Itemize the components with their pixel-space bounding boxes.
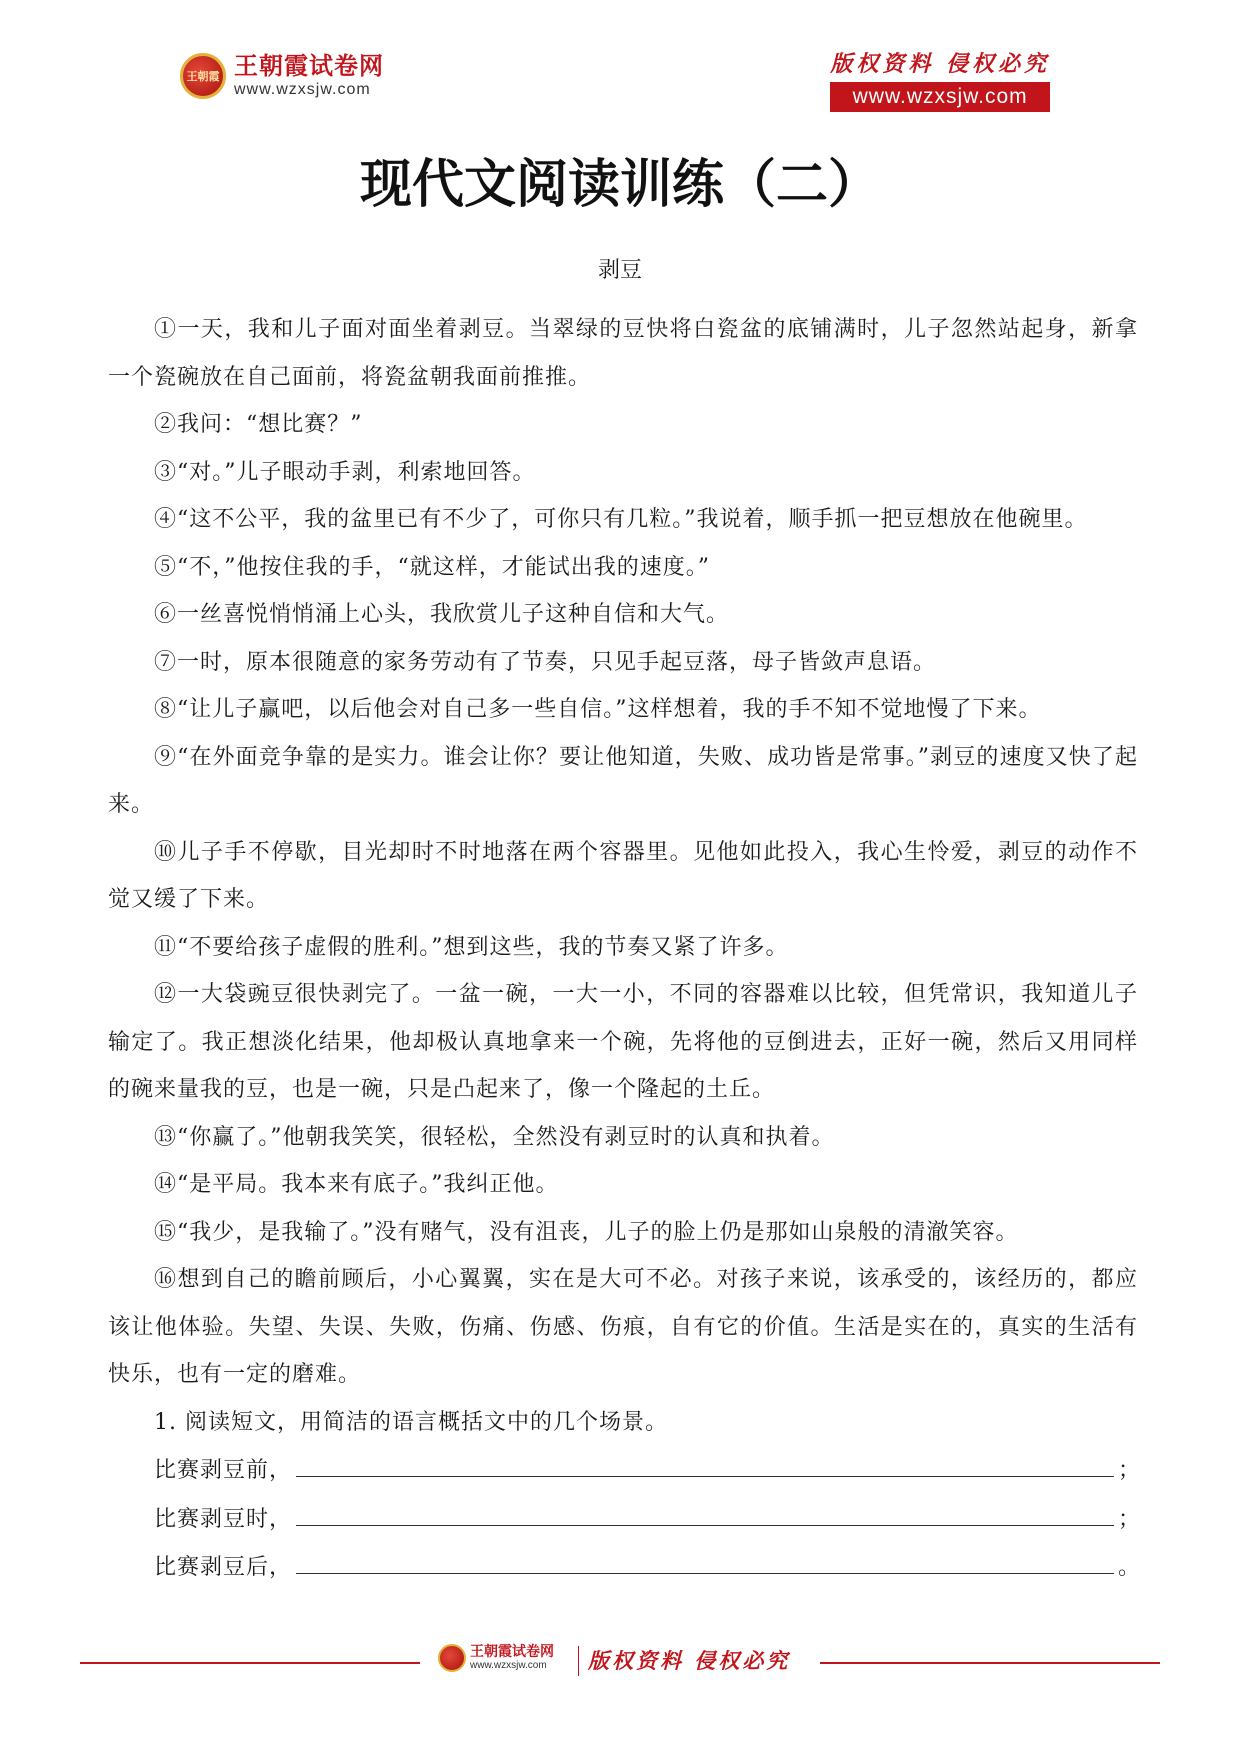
- paragraph: ⑥一丝喜悦悄悄涌上心头，我欣赏儿子这种自信和大气。: [154, 602, 730, 627]
- logo-url: www.wzxsjw.com: [234, 81, 371, 98]
- seal-icon: 王朝霞: [180, 53, 226, 99]
- footer-logo-name: 王朝霞试卷网: [470, 1644, 554, 1660]
- paragraph: ④“这不公平，我的盆里已有不少了，可你只有几粒。”我说着，顺手抓一把豆想放在他碗里。: [154, 507, 1088, 532]
- answer-row: [108, 1495, 1142, 1544]
- page-title: 现代文阅读训练（二）: [359, 155, 880, 215]
- footer-divider: [80, 1662, 420, 1664]
- footer-copyright: 版权资料 侵权必究: [588, 1648, 791, 1673]
- answer-end-punct: ；: [1118, 1506, 1142, 1532]
- answer-end-punct: ；: [1118, 1458, 1142, 1483]
- copyright-url: www.wzxsjw.com: [830, 82, 1050, 112]
- answer-label: 比赛剥豆后，: [154, 1555, 293, 1580]
- paragraph: ⑤“不，”他按住我的手，“就这样，才能试出我的速度。”: [154, 554, 710, 580]
- answer-end-punct: 。: [1118, 1555, 1142, 1580]
- answer-blank[interactable]: [296, 1446, 1114, 1477]
- copyright-notice: [830, 50, 1050, 112]
- paragraph: ⑭“是平局。我本来有底子。”我纠正他。: [154, 1172, 559, 1197]
- answer-label: 比赛剥豆时，: [154, 1506, 293, 1532]
- article-title: 剥豆: [597, 258, 642, 283]
- logo-name: 王朝霞试卷网: [234, 52, 384, 80]
- answer-label: 比赛剥豆前，: [154, 1458, 293, 1483]
- paragraph: ⑬“你赢了。”他朝我笑笑，很轻松，全然没有剥豆时的认真和执着。: [154, 1124, 835, 1150]
- answer-row: [108, 1543, 1142, 1592]
- paragraph: ③“对。”儿子眼动手剥，利索地回答。: [154, 459, 536, 485]
- answer-blank[interactable]: [296, 1543, 1114, 1574]
- paragraph: ⑪“不要给孩子虚假的胜利。”想到这些，我的节奏又紧了许多。: [154, 934, 789, 960]
- question-prompt: 1. 阅读短文，用简洁的语言概括文中的几个场景。: [154, 1409, 668, 1435]
- footer-logo: [438, 1644, 554, 1672]
- page-footer: [0, 1640, 1240, 1680]
- footer-separator: [578, 1646, 579, 1676]
- paragraph: ⑨“在外面竞争靠的是实力。谁会让你？要让他知道，失败、成功皆是常事。”剥豆的速度又快了起来。: [108, 744, 1138, 817]
- paragraph: ⑩儿子手不停歇，目光却时不时地落在两个容器里。见他如此投入，我心生怜爱，剥豆的动作不觉又缓了下来。: [108, 839, 1138, 912]
- footer-divider: [820, 1662, 1160, 1664]
- paragraph: ⑦一时，原本很随意的家务劳动有了节奏，只见手起豆落，母子皆敛声息语。: [154, 649, 937, 675]
- footer-logo-url: www.wzxsjw.com: [470, 1660, 547, 1671]
- article-body: [108, 306, 1142, 1592]
- page-header: [0, 0, 1240, 130]
- answer-row: [108, 1446, 1142, 1495]
- paragraph: ②我问：“想比赛？”: [154, 412, 363, 437]
- paragraph: ⑫一大袋豌豆很快剥完了。一盆一碗，一大一小，不同的容器难以比较，但凭常识，我知道儿子输定了。我正想淡化结果，他却极认真地拿来一个碗，先将他的豆倒进去，正好一碗，然后又用同样的碗来量我的豆，也是一碗，只是凸起来了，像一个隆起的土丘。: [108, 982, 1138, 1102]
- site-logo: [180, 52, 384, 100]
- paragraph: ①一天，我和儿子面对面坐着剥豆。当翠绿的豆快将白瓷盆的底铺满时，儿子忽然站起身，新拿一个瓷碗放在自己面前，将瓷盆朝我面前推推。: [108, 317, 1138, 390]
- paragraph: ⑯想到自己的瞻前顾后，小心翼翼，实在是大可不必。对孩子来说，该承受的，该经历的，都应该让他体验。失望、失误、失败，伤痛、伤感、伤痕，自有它的价值。生活是实在的，真实的生活有快乐，也有一定的磨难。: [108, 1267, 1138, 1387]
- answer-blank[interactable]: [296, 1495, 1114, 1526]
- seal-icon: [438, 1644, 466, 1672]
- paragraph: ⑧“让儿子赢吧，以后他会对自己多一些自信。”这样想着，我的手不知不觉地慢了下来。: [154, 697, 1042, 722]
- copyright-text: 版权资料 侵权必究: [830, 51, 1050, 77]
- paragraph: ⑮“我少，是我输了。”没有赌气，没有沮丧，儿子的脸上仍是那如山泉般的清澈笑容。: [154, 1219, 1019, 1245]
